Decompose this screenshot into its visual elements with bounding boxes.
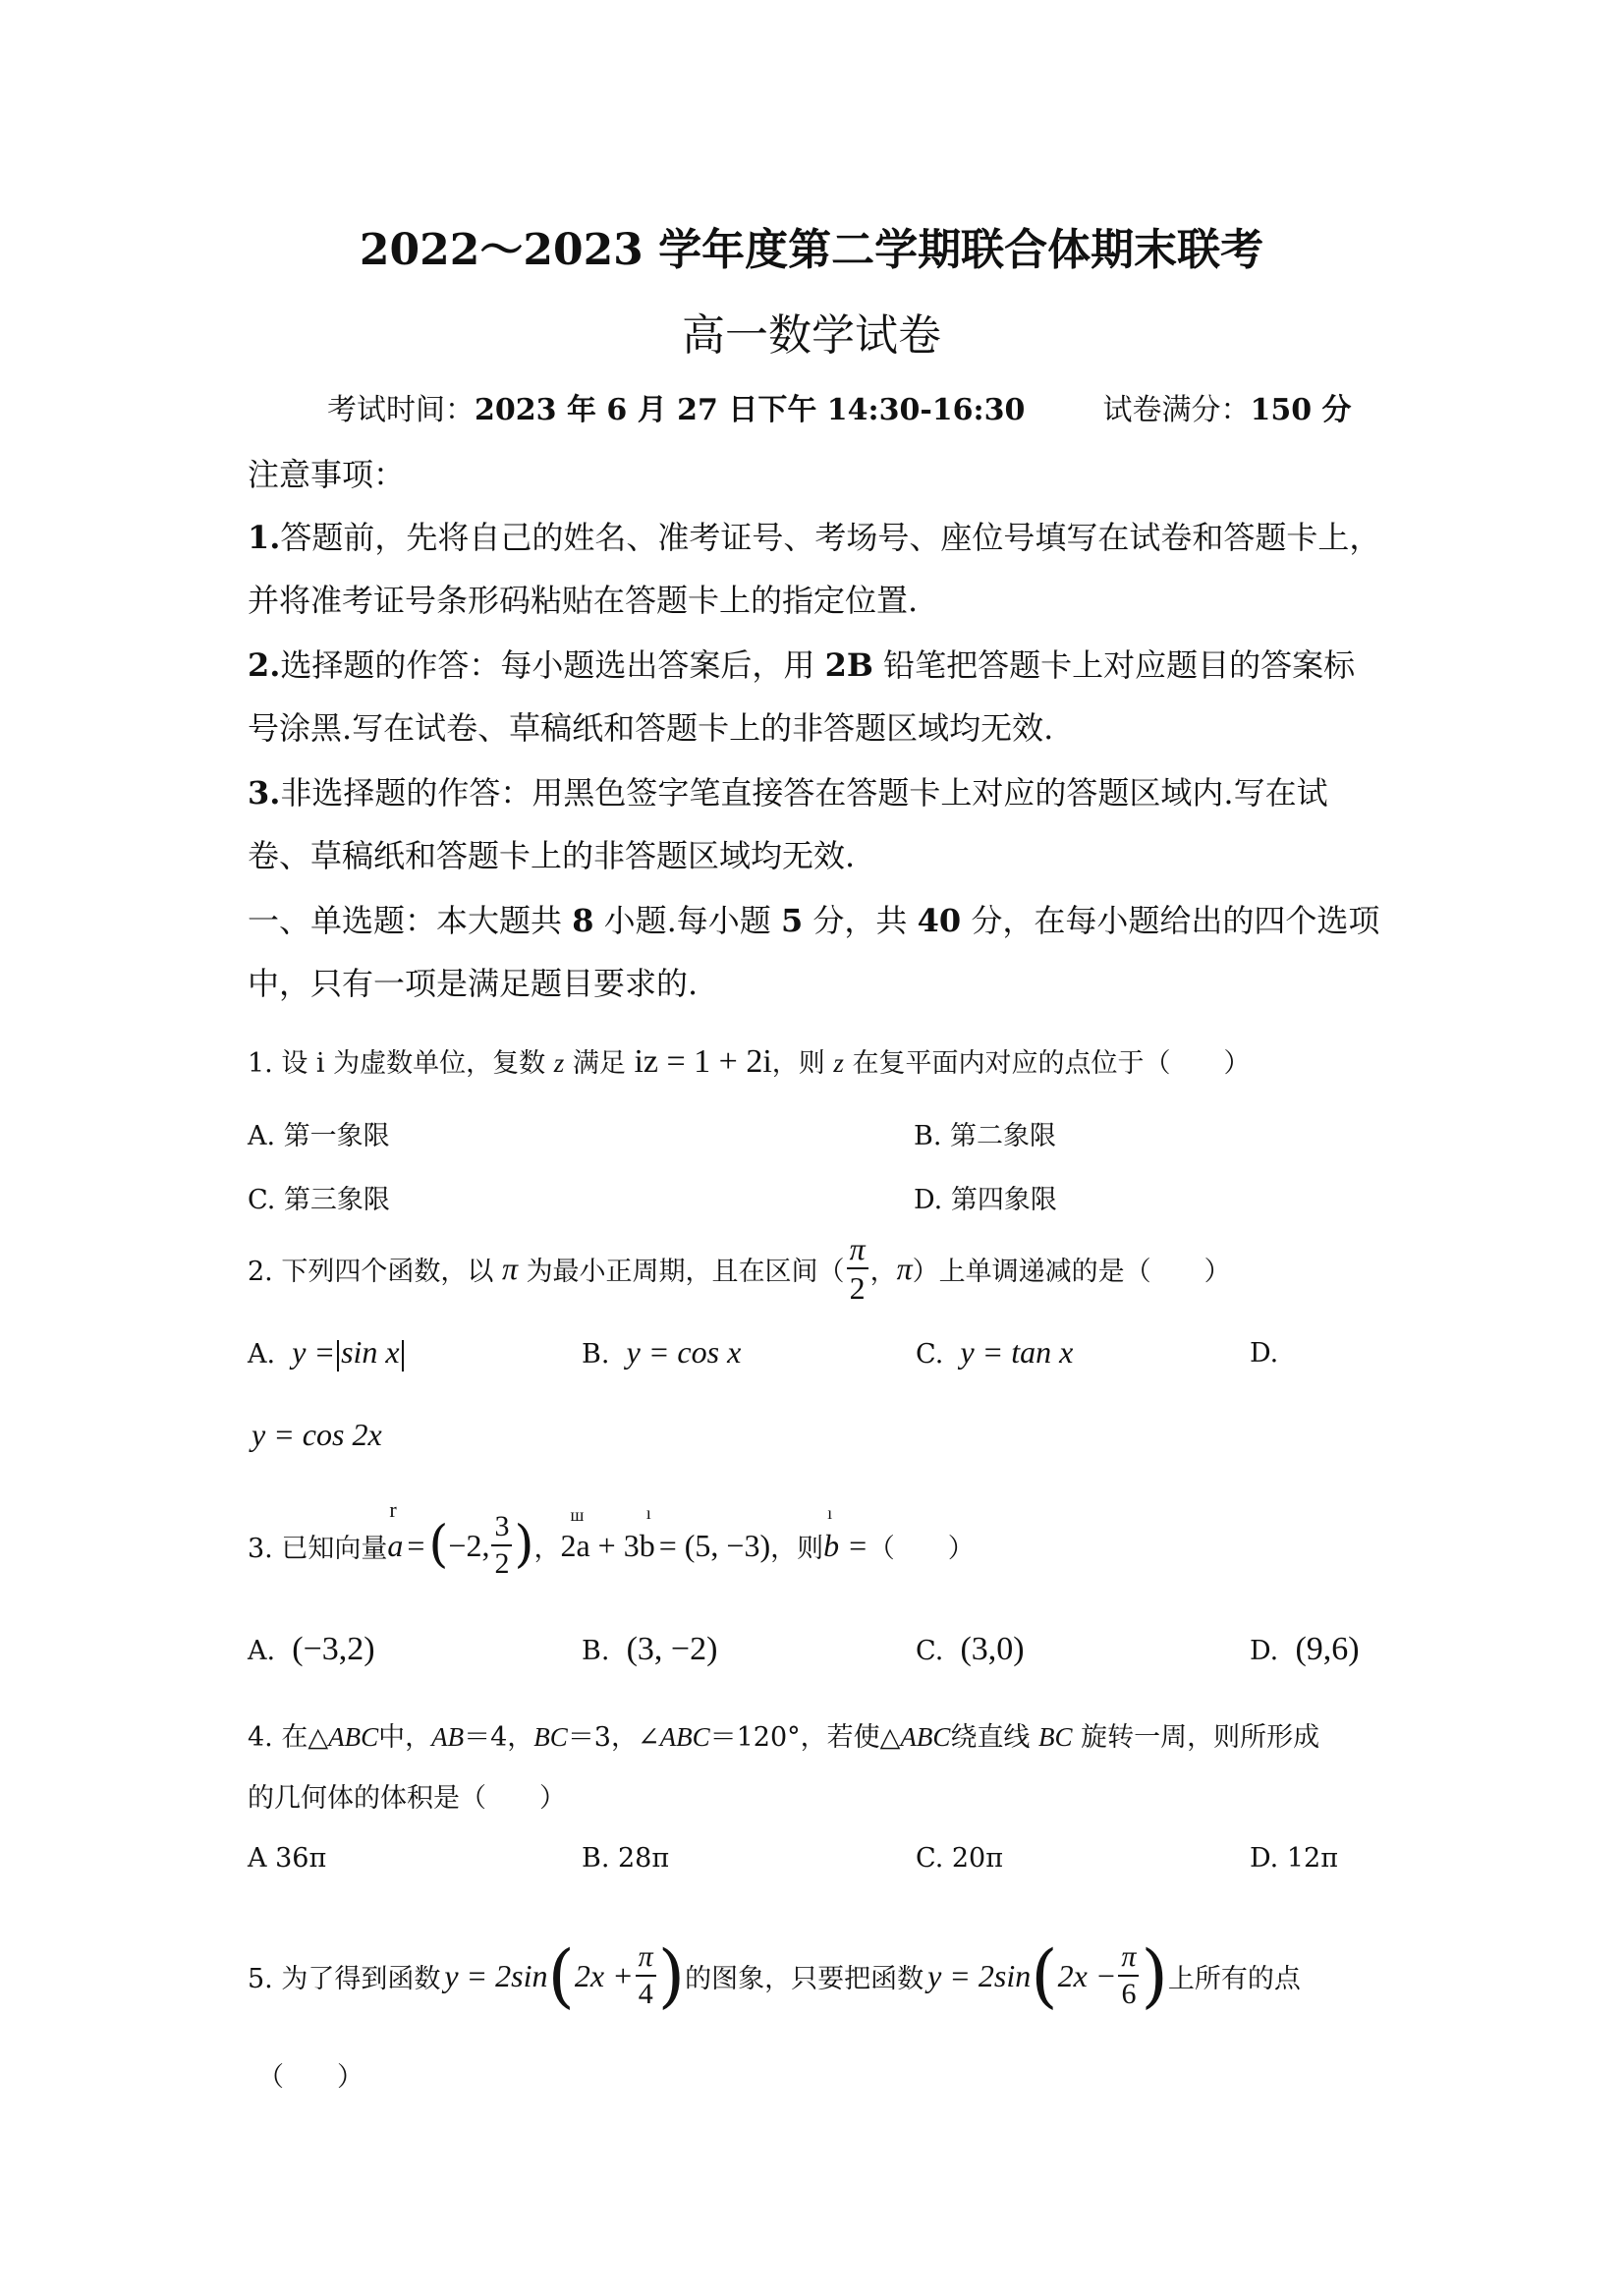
- q3-fraction: [491, 1512, 512, 1579]
- q4-bc: BC: [533, 1722, 568, 1752]
- q2-pi: π: [501, 1250, 518, 1286]
- q2-option-a[interactable]: [248, 1334, 406, 1372]
- q4-option-d[interactable]: D. 12π: [1250, 1843, 1338, 1874]
- q3-a-label: A.: [248, 1636, 276, 1666]
- q3-a-letter: a: [387, 1528, 404, 1563]
- q5-func-1-inner: 2x +: [574, 1957, 634, 1993]
- question-count: 8: [572, 902, 594, 939]
- note-2-text-a: 选择题的作答：每小题选出答案后，用: [280, 646, 815, 684]
- q5-frac-2-den: 6: [1121, 1978, 1137, 2010]
- q3-b-label: B.: [582, 1636, 610, 1666]
- q4-line-2: 的几何体的体积是（ ）: [248, 1783, 566, 1814]
- q3-expr-a: 2a + 3b: [560, 1528, 655, 1563]
- q2-option-c[interactable]: [916, 1334, 1073, 1371]
- points-each: 5: [780, 902, 804, 939]
- q3-paren-right: ): [514, 1515, 534, 1575]
- q2-text-b: 为最小正周期，且在区间（: [526, 1256, 845, 1287]
- q1-text-a: 1. 设 i 为虚数单位，复数: [248, 1048, 546, 1079]
- q2-a-rhs: sin x: [341, 1334, 400, 1370]
- q3-frac-num: 3: [491, 1512, 512, 1546]
- q3-paren-left: (: [428, 1515, 449, 1575]
- q4-option-a[interactable]: A 36π: [248, 1843, 327, 1874]
- q3-d-label: D.: [1250, 1636, 1279, 1666]
- note-3-line-2: 卷、草稿纸和答题卡上的非答题区域均无效.: [248, 837, 856, 874]
- q4-text-e: ＝120°，若使: [709, 1722, 880, 1753]
- points-total: 40: [917, 902, 962, 939]
- full-score-value: 150 分: [1250, 393, 1352, 427]
- q3-comp-1: −2,: [448, 1527, 490, 1563]
- q5-frac-2-num: π: [1118, 1942, 1139, 1977]
- q3-option-d[interactable]: [1250, 1631, 1360, 1668]
- q3-expr-b: = (5, −3): [658, 1527, 771, 1563]
- q2-c-math: y = tan x: [960, 1334, 1074, 1370]
- q3-eq: =: [407, 1527, 425, 1563]
- q1-option-b[interactable]: B. 第二象限: [914, 1121, 1057, 1151]
- q3-b-eq: b =: [823, 1528, 868, 1563]
- q2-a-label: A.: [248, 1339, 276, 1370]
- q2-fraction: [847, 1233, 868, 1304]
- q2-text-c: ，: [869, 1256, 897, 1287]
- q4-text-a: 4. 在: [248, 1722, 308, 1753]
- vector-arrow-icon: r: [389, 1497, 397, 1522]
- q5-func-2-head: y = 2sin: [927, 1957, 1032, 1993]
- q3-stem: [248, 1497, 975, 1590]
- note-3-text: 非选择题的作答：用黑色签字笔直接答在答题卡上对应的答题区域内.写在试: [280, 774, 1328, 812]
- q2-b-math: y = cos x: [626, 1334, 742, 1370]
- pencil-type: 2B: [824, 646, 873, 684]
- section-1-text-g: 分，在每小题给出的四个选项: [971, 902, 1380, 939]
- q3-vector-a: [387, 1497, 404, 1564]
- q2-option-d-label[interactable]: D.: [1250, 1338, 1279, 1369]
- q3-text-b: ，则: [770, 1533, 824, 1564]
- vector-arrow-icon-2: ш: [570, 1505, 585, 1525]
- q5-text-c: 上所有的点: [1167, 1963, 1301, 1994]
- q2-text-d: ）上单调递减的是（ ）: [912, 1256, 1231, 1287]
- q2-option-b[interactable]: [582, 1334, 741, 1371]
- exam-subtitle: 高一数学试卷: [682, 310, 941, 361]
- q3-c-val: (3,0): [960, 1631, 1025, 1667]
- q1-option-a[interactable]: A. 第一象限: [248, 1121, 390, 1151]
- q3-option-b[interactable]: [582, 1631, 717, 1668]
- q5-fraction-1: [636, 1942, 656, 2009]
- q3-text-a: 3. 已知向量: [248, 1533, 388, 1564]
- exam-time-value: 2023 年 6 月 27 日下午 14:30-16:30: [475, 393, 1026, 427]
- q3-frac-den: 2: [494, 1547, 510, 1580]
- q4-line-1: [248, 1715, 1319, 1754]
- q3-c-label: C.: [916, 1636, 944, 1666]
- q1-option-c[interactable]: C. 第三象限: [248, 1185, 390, 1215]
- q5-stem: [248, 1932, 1301, 2020]
- q1-equation: iz = 1 + 2i: [634, 1043, 772, 1080]
- q3-expr: [560, 1503, 655, 1564]
- q5-paren-left-2: (: [1031, 1934, 1058, 2016]
- q3-d-val: (9,6): [1295, 1631, 1360, 1667]
- section-1-text-e: 分，共: [812, 902, 908, 939]
- q2-option-d-math[interactable]: y = cos 2x: [252, 1417, 382, 1452]
- q4-triangle: △ABC: [308, 1722, 379, 1752]
- q1-option-d[interactable]: D. 第四象限: [914, 1185, 1057, 1215]
- q3-option-c[interactable]: [916, 1631, 1025, 1668]
- note-1-number: 1.: [248, 519, 281, 556]
- note-3-line-1: [248, 768, 1328, 813]
- q5-frac-1-den: 4: [638, 1978, 653, 2010]
- q1-stem: [248, 1041, 1251, 1081]
- abs-bar-right: [402, 1340, 404, 1372]
- q2-frac-den: 2: [849, 1270, 866, 1306]
- q5-fraction-2: [1118, 1942, 1139, 2009]
- q5-text-b: 的图象，只要把函数: [685, 1963, 924, 1994]
- q5-paren-right-1: ): [657, 1934, 686, 2016]
- q5-frac-1-num: π: [636, 1942, 656, 1977]
- q2-frac-num: π: [847, 1233, 868, 1269]
- note-2-text-c: 铅笔把答题卡上对应题目的答案标: [883, 646, 1356, 684]
- vector-arrow-icon-4: ı: [827, 1503, 833, 1523]
- q4-text-c: ＝4，: [464, 1722, 534, 1753]
- q1-var-z-2: z: [833, 1048, 844, 1078]
- q3-a-val: (−3,2): [292, 1631, 375, 1667]
- section-1-line-2: 中，只有一项是满足题目要求的.: [248, 965, 699, 1002]
- q2-b-label: B.: [582, 1339, 610, 1370]
- q4-angle: ABC: [659, 1722, 710, 1752]
- abs-bar-left: [337, 1340, 339, 1372]
- q1-text-b: 满足: [572, 1048, 626, 1079]
- note-2-line-1: [248, 641, 1355, 686]
- q1-text-d: 在复平面内对应的点位于（ ）: [852, 1048, 1251, 1079]
- q4-text-b: 中，: [378, 1722, 432, 1753]
- section-1-text-c: 小题.每小题: [603, 902, 771, 939]
- q2-pi-2: π: [896, 1250, 913, 1286]
- q2-stem: [248, 1233, 1231, 1304]
- q4-bc-2: BC: [1038, 1722, 1073, 1752]
- q3-b-val: (3, −2): [626, 1631, 718, 1667]
- q1-text-c: ，则: [771, 1048, 825, 1079]
- q1-var-z: z: [553, 1048, 565, 1078]
- q5-paren-left-1: (: [547, 1934, 575, 2016]
- notes-heading: 注意事项：: [248, 456, 406, 493]
- note-1-line-1: [248, 513, 1380, 558]
- q5-paren-right-2: ): [1141, 1934, 1168, 2016]
- q2-text-a: 2. 下列四个函数，以: [248, 1256, 494, 1287]
- vector-arrow-icon-3: ı: [645, 1503, 651, 1523]
- note-2-line-2: 号涂黑.写在试卷、草稿纸和答题卡上的非答题区域均无效.: [248, 709, 1054, 747]
- q5-text-a: 5. 为了得到函数: [248, 1963, 441, 1994]
- q3-option-a[interactable]: [248, 1631, 375, 1668]
- exam-title: 2022～2023 学年度第二学期联合体期末联考: [359, 225, 1264, 275]
- q4-triangle-2: △ABC: [879, 1722, 951, 1752]
- section-1-text-a: 一、单选题：本大题共: [248, 902, 563, 939]
- full-score-label: 试卷满分：: [1102, 393, 1251, 427]
- q4-text-d: ＝3，∠: [567, 1722, 660, 1753]
- q3-vector-b: [823, 1503, 868, 1564]
- note-1-text: 答题前，先将自己的姓名、准考证号、考场号、座位号填写在试卷和答题卡上，: [280, 519, 1381, 556]
- q5-answer-blank: （ ）: [257, 2062, 364, 2093]
- q2-c-label: C.: [916, 1339, 944, 1370]
- note-3-number: 3.: [248, 774, 281, 812]
- section-1-line-1: [248, 896, 1379, 941]
- q4-ab: AB: [431, 1722, 465, 1752]
- q3-comma: ，: [533, 1533, 561, 1564]
- note-1-line-2: 并将准考证号条形码粘贴在答题卡上的指定位置.: [248, 582, 919, 619]
- q3-text-c: （ ）: [867, 1533, 975, 1564]
- note-2-number: 2.: [248, 646, 281, 684]
- q4-text-f: 绕直线: [950, 1722, 1031, 1753]
- q4-option-c[interactable]: C. 20π: [916, 1843, 1003, 1874]
- q4-option-b[interactable]: B. 28π: [582, 1843, 670, 1874]
- q2-a-lhs: y =: [292, 1334, 336, 1370]
- q5-func-1-head: y = 2sin: [444, 1957, 548, 1993]
- q4-text-g: 旋转一周，则所形成: [1081, 1722, 1320, 1753]
- q5-func-2-inner: 2x −: [1057, 1957, 1117, 1993]
- exam-info: [327, 385, 1352, 428]
- exam-time-label: 考试时间：: [327, 393, 475, 427]
